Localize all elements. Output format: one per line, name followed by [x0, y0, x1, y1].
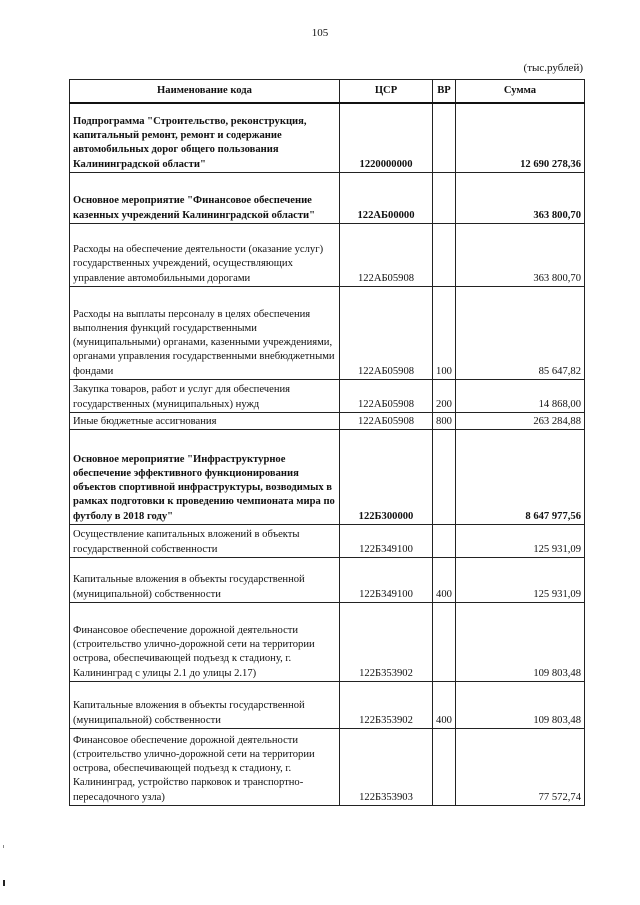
row-name: Закупка товаров, работ и услуг для обеспечения государственных (муниципальных) нужд	[70, 380, 340, 413]
row-csr: 1220000000	[340, 103, 433, 173]
row-csr: 122Б349100	[340, 558, 433, 603]
row-csr: 122Б300000	[340, 430, 433, 525]
table-row	[70, 103, 585, 173]
row-vr	[433, 603, 456, 682]
row-sum: 363 800,70	[456, 173, 585, 224]
row-csr: 122АБ05908	[340, 287, 433, 380]
units-label: (тыс.рублей)	[523, 62, 583, 74]
row-vr	[433, 430, 456, 525]
row-sum: 8 647 977,56	[456, 430, 585, 525]
row-vr	[433, 525, 456, 558]
row-sum: 85 647,82	[456, 287, 585, 380]
row-name: Подпрограмма "Строительство, реконструкция, капитальный ремонт, ремонт и содержание автомобильных дорог общего пользования Калининградской области"	[70, 103, 340, 173]
row-name: Основное мероприятие "Инфраструктурное обеспечение эффективного функционирования объектов спортивной инфраструктуры, возводимых в рамках подготовки к проведению чемпионата мира по футболу в 2018 году"	[70, 430, 340, 525]
row-sum: 12 690 278,36	[456, 103, 585, 173]
table-row	[70, 558, 585, 603]
scan-artifact-mark	[3, 845, 4, 848]
row-sum: 263 284,88	[456, 413, 585, 430]
row-sum: 125 931,09	[456, 558, 585, 603]
row-name: Расходы на обеспечение деятельности (оказание услуг) государственных учреждений, осуществляющих управление автомобильными дорогами	[70, 224, 340, 287]
table-row	[70, 603, 585, 682]
table-row	[70, 287, 585, 380]
header-csr: ЦСР	[340, 80, 433, 104]
row-vr: 800	[433, 413, 456, 430]
header-sum: Сумма	[456, 80, 585, 104]
row-vr	[433, 173, 456, 224]
table-row	[70, 224, 585, 287]
header-name: Наименование кода	[70, 80, 340, 104]
row-sum: 363 800,70	[456, 224, 585, 287]
row-name: Капитальные вложения в объекты государственной (муниципальной) собственности	[70, 682, 340, 729]
row-sum: 77 572,74	[456, 729, 585, 806]
budget-table	[69, 79, 585, 806]
table-row	[70, 413, 585, 430]
row-sum: 109 803,48	[456, 603, 585, 682]
scan-artifact-mark	[3, 880, 5, 886]
row-sum: 14 868,00	[456, 380, 585, 413]
table-row	[70, 682, 585, 729]
table-row	[70, 525, 585, 558]
table-row	[70, 430, 585, 525]
row-csr: 122Б353902	[340, 603, 433, 682]
table-row	[70, 380, 585, 413]
row-csr: 122АБ05908	[340, 413, 433, 430]
row-csr: 122Б353902	[340, 682, 433, 729]
page-number: 105	[311, 27, 329, 39]
row-csr: 122АБ05908	[340, 224, 433, 287]
row-vr	[433, 224, 456, 287]
row-csr: 122Б349100	[340, 525, 433, 558]
row-name: Осуществление капитальных вложений в объекты государственной собственности	[70, 525, 340, 558]
table-row	[70, 173, 585, 224]
row-name: Финансовое обеспечение дорожной деятельности (строительство улично-дорожной сети на территории острова, обеспечивающей подъезд к стадиону, г. Калининград с улицы 2.1 до улицы 2.17)	[70, 603, 340, 682]
row-csr: 122Б353903	[340, 729, 433, 806]
row-sum: 125 931,09	[456, 525, 585, 558]
row-name: Иные бюджетные ассигнования	[70, 413, 340, 430]
row-name: Капитальные вложения в объекты государственной (муниципальной) собственности	[70, 558, 340, 603]
header-vr: ВР	[433, 80, 456, 104]
row-sum: 109 803,48	[456, 682, 585, 729]
row-name: Финансовое обеспечение дорожной деятельности (строительство улично-дорожной сети на территории острова, обеспечивающей подъезд к стадиону, г. Калининград, устройство парковок и транспортно-пересадочного узла)	[70, 729, 340, 806]
row-vr: 100	[433, 287, 456, 380]
row-csr: 122АБ05908	[340, 380, 433, 413]
row-vr	[433, 103, 456, 173]
row-vr: 200	[433, 380, 456, 413]
row-vr	[433, 729, 456, 806]
row-name: Основное мероприятие "Финансовое обеспечение казенных учреждений Калининградской области"	[70, 173, 340, 224]
row-vr: 400	[433, 682, 456, 729]
table-header-row	[70, 80, 585, 104]
row-name: Расходы на выплаты персоналу в целях обеспечения выполнения функций государственными (муниципальными) органами, казенными учреждениями, органами управления государственными внебюджетными фондами	[70, 287, 340, 380]
table-row	[70, 729, 585, 806]
row-vr: 400	[433, 558, 456, 603]
row-csr: 122АБ00000	[340, 173, 433, 224]
